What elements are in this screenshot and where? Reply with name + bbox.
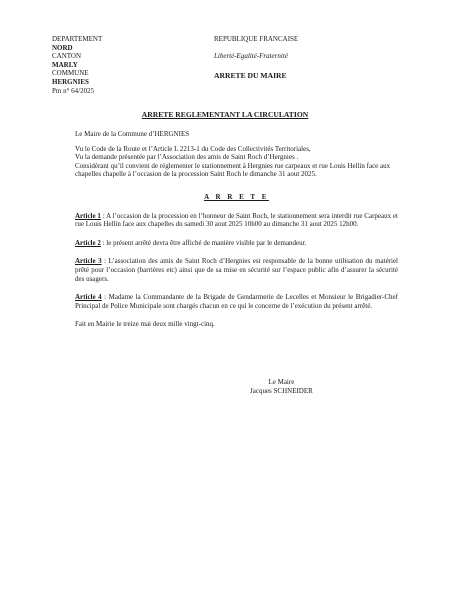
article-3 (75, 257, 398, 283)
intro-legal-basis: Vu le Code de la Route et l’Article L 2213-1 du Code des Collectivités Territoriales, (75, 144, 311, 153)
arrete-heading: A R R E T E (204, 192, 269, 201)
canton-value: MARLY (52, 60, 78, 69)
article-1-text: : A l’occasion de la procession en l’honneur de Saint Roch, le stationnement sera interdit rue Carpeaux et rue Louis Hellin face aux chapelles du samedi 30 aout 2025 10h00 au dimanche 31 aout 2025 12h00. (75, 211, 398, 229)
intro-request: Vu la demande présentée par l’Association des amis de Saint Roch d’Hergnies . (75, 153, 299, 162)
document-body (75, 130, 398, 329)
closing-statement: Fait en Mairie le treize mai deux mille vingt-cinq. (75, 320, 215, 329)
commune-label: COMMUNE (52, 69, 89, 78)
intro-considerant: Considérant qu’il convient de réglementer le stationnement à Hergnies rue carpeaux et rue Louis Hellin face aux chapelles chapelle à l’occasion de la procession Saint Roch le dimanche 31 aout 2025. (75, 161, 391, 179)
republic-motto: Liberté-Egalité-Fraternité (214, 52, 288, 61)
header-administrative-block (52, 35, 202, 95)
canton-label: CANTON (52, 52, 82, 61)
article-4 (75, 293, 398, 310)
signatory-role: Le Maire (268, 378, 295, 386)
article-2-label: Article 2 (75, 238, 101, 247)
act-type-heading: ARRETE DU MAIRE (214, 70, 287, 80)
article-2-text: : le présent arrêté devra être affiché de manière visible par le demandeur. (100, 238, 307, 247)
document-title: ARRETE REGLEMENTANT LA CIRCULATION (141, 110, 309, 119)
commune-value: HERGNIES (52, 77, 89, 86)
intro-mayor-line: Le Maire de la Commune d’HERGNIES (75, 130, 190, 138)
departement-label: DEPARTEMENT (52, 35, 103, 43)
intro-block (75, 130, 398, 179)
article-1 (75, 212, 398, 229)
article-4-label: Article 4 (75, 293, 102, 302)
article-1-label: Article 1 (75, 211, 101, 220)
article-4-text: : Madame la Commandante de la Brigade de Gendarmerie de Lecelles et Monsieur le Brigadier-Chef Principal de Police Municipale sont chargés chacun en ce qui le concerne de l’exécution du présent arrêté. (75, 293, 398, 310)
article-3-text: : L’association des amis de Saint Roch d’Hergnies est responsable de la bonne utilisation du matériel prêté pour l’occasion (barrières etc) ainsi que de sa mise en sécurité sur l’espace public afin d’assurer la sécurité des usagers. (75, 257, 398, 283)
republic-heading: REPUBLIQUE FRANCAISE (214, 35, 299, 43)
article-2 (75, 239, 398, 248)
signatory-name: Jacques SCHNEIDER (250, 386, 313, 395)
signature-block (250, 378, 313, 395)
article-3-label: Article 3 (75, 257, 102, 266)
departement-value: NORD (52, 43, 73, 52)
header-republic-block (214, 35, 414, 80)
reference-number: Pm n° 64/2025 (52, 86, 95, 95)
